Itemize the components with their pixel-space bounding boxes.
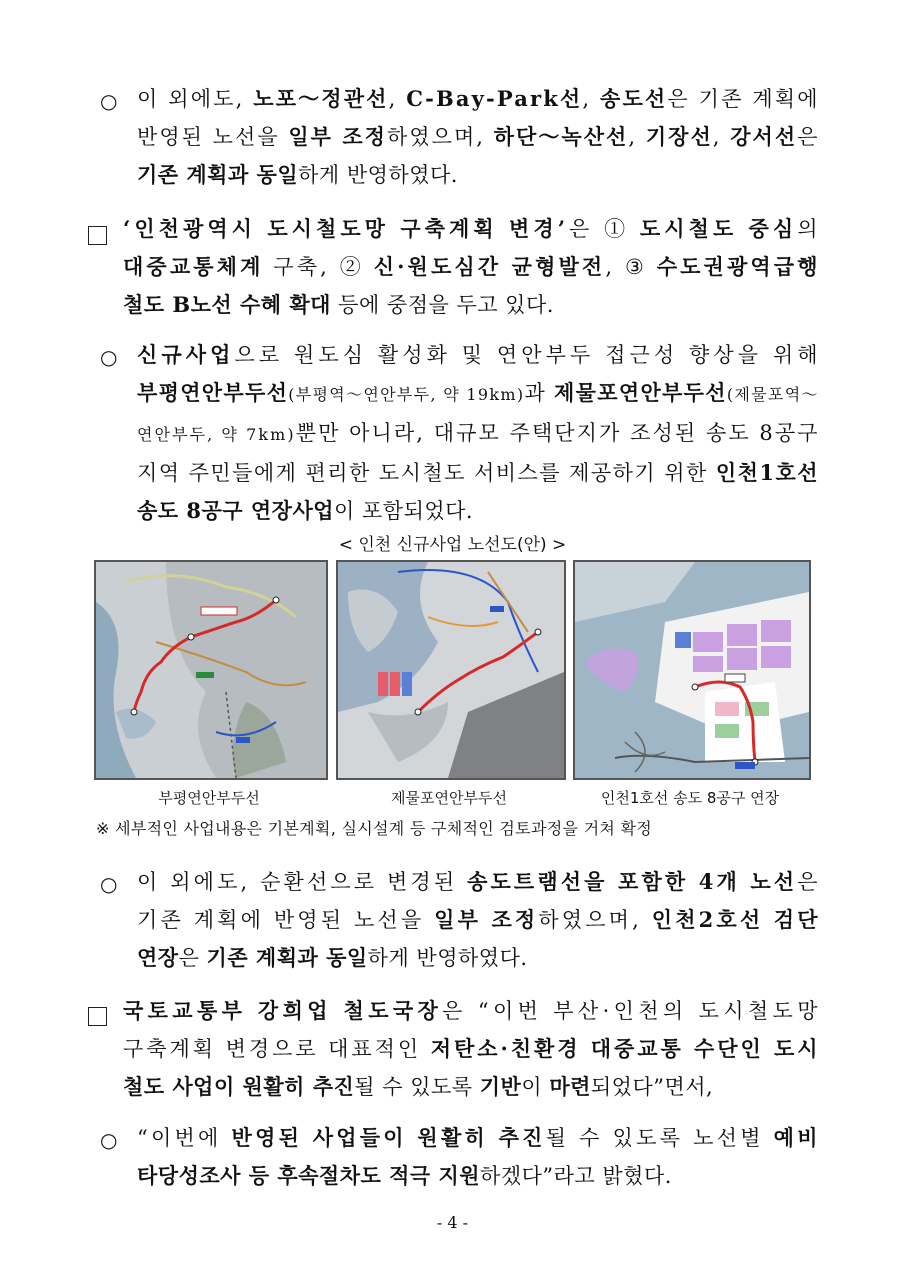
- bold-text-run: 제물포연안부두선: [554, 380, 727, 405]
- checkbox-square-bullet: [88, 226, 107, 245]
- bullet-circle: ○: [100, 1128, 118, 1152]
- text-run: 구축, ②: [263, 255, 374, 279]
- text-run: 은: [178, 946, 207, 970]
- text-run: 의: [797, 217, 822, 241]
- bold-text-run: 강서선: [730, 124, 798, 149]
- text-line: [123, 992, 822, 1030]
- bold-text-run: 기존 계획과 동일: [137, 162, 299, 187]
- paragraph-quote: [137, 1119, 821, 1195]
- text-run: 뿐만 아니라, 대규모 주택단지가 조성된 송도 8공구: [295, 421, 820, 445]
- text-line: [137, 1119, 821, 1157]
- text-run: 은: [797, 870, 821, 894]
- text-line: [123, 286, 822, 324]
- text-run: 은 “이번 부산·인천의 도시철도망: [442, 999, 822, 1023]
- checkbox-square-bullet: [88, 1007, 107, 1026]
- text-run: 이: [521, 1075, 550, 1099]
- paragraph-minister: [123, 992, 822, 1106]
- text-run: ,: [712, 125, 731, 149]
- text-line: [137, 863, 821, 901]
- text-line: [137, 118, 820, 156]
- map-label: 인천1호선 송도 8공구 연장: [600, 789, 780, 807]
- bold-text-run: 송도 8공구 연장사업: [137, 498, 335, 523]
- text-run: 구축계획 변경으로 대표적인: [123, 1037, 431, 1061]
- text-run: 이 포함되었다.: [334, 499, 474, 523]
- bold-text-run: 신·원도심간 균형발전: [373, 254, 606, 279]
- text-line: [137, 414, 822, 454]
- bold-text-run: 반영된 사업들이 원활히 추진: [231, 1125, 546, 1150]
- paragraph-busan-other: [137, 80, 820, 194]
- bold-text-run: 노포～정관선: [253, 86, 389, 111]
- text-run: 지역 주민들에게 편리한 도시철도 서비스를 제공하기 위한: [137, 461, 716, 485]
- text-line: [137, 1157, 821, 1195]
- text-line: [137, 156, 820, 194]
- text-run: ,: [582, 87, 601, 111]
- map-jemulpo-line: [336, 560, 566, 780]
- bold-text-run: 연장: [137, 945, 179, 970]
- text-line: [123, 1030, 822, 1068]
- map-jemulpo-image: [338, 562, 564, 778]
- text-run: 반영된 노선을: [137, 125, 289, 149]
- text-run: 이 외에도,: [137, 87, 254, 111]
- bold-text-run: 인천1호선: [715, 460, 819, 485]
- bold-text-run: 부평연안부두선: [137, 380, 289, 405]
- text-run: 연안부두, 약 7km): [137, 425, 296, 444]
- text-line: [123, 210, 822, 248]
- bold-text-run: 저탄소·친환경 대중교통 수단인 도시: [430, 1036, 821, 1061]
- bullet-circle: ○: [100, 345, 118, 369]
- text-run: 하게 반영하였다.: [367, 946, 528, 970]
- text-run: 하였으며,: [538, 908, 652, 932]
- bold-text-run: 도시철도 중심: [639, 216, 798, 241]
- text-line: [137, 374, 822, 414]
- map-songdo-image: [575, 562, 809, 778]
- bullet-circle: ○: [100, 89, 118, 113]
- text-line: [137, 939, 821, 977]
- map-bupyeong-line: [94, 560, 328, 780]
- bold-text-run: 신규사업: [137, 342, 235, 367]
- bold-text-run: 기장선: [645, 124, 713, 149]
- text-run: 은 ①: [569, 217, 640, 241]
- text-run: ,: [628, 125, 646, 149]
- text-run: 으로 원도심 활성화 및 연안부두 접근성 향상을 위해: [234, 343, 822, 367]
- bullet-circle: ○: [100, 872, 118, 896]
- bold-text-run: 대중교통체계: [123, 254, 264, 279]
- bold-text-run: 철도 B노선 수혜 확대: [123, 292, 331, 317]
- bold-text-run: 기반: [479, 1074, 522, 1099]
- page-number: - 4 -: [436, 1213, 469, 1232]
- text-run: 될 수 있도록: [354, 1075, 480, 1099]
- text-run: 될 수 있도록 노선별: [545, 1126, 774, 1150]
- bold-text-run: 일부 조정: [288, 124, 387, 149]
- text-run: 되었다”면서,: [590, 1075, 714, 1099]
- text-line: [137, 454, 822, 492]
- map-label: 제물포연안부두선: [391, 789, 507, 807]
- bold-text-run: 하단～녹산선: [493, 124, 629, 149]
- text-run: 등에 중점을 두고 있다.: [330, 293, 554, 317]
- paragraph-incheon-change: [123, 210, 822, 324]
- map-bupyeong-image: [96, 562, 326, 778]
- figure-note: ※ 세부적인 사업내용은 기본계획, 실시설계 등 구체적인 검토과정을 거쳐 확정: [96, 819, 653, 838]
- bold-text-run: 수도권광역급행: [656, 254, 821, 279]
- bold-text-run: ‘인천광역시 도시철도망 구축계획 변경’: [123, 216, 570, 241]
- bold-text-run: 마련: [549, 1074, 591, 1099]
- bold-text-run: 국토교통부 강희업 철도국장: [123, 998, 443, 1023]
- text-line: [123, 1068, 822, 1106]
- bold-text-run: 철도 사업이 원활히 추진: [123, 1074, 355, 1099]
- text-run: 기존 계획에 반영된 노선을: [137, 908, 435, 932]
- bold-text-run: C-Bay-Park선: [406, 86, 583, 111]
- text-line: [137, 901, 821, 939]
- text-run: 하겠다”라고 밝혔다.: [480, 1164, 672, 1188]
- bold-text-run: 송도선: [600, 86, 668, 111]
- paragraph-new-projects: [137, 336, 822, 530]
- map-songdo-extension: [573, 560, 811, 780]
- paragraph-incheon-other: [137, 863, 821, 977]
- map-label: 부평연안부두선: [158, 789, 260, 807]
- text-run: 은 기존 계획에: [667, 87, 820, 111]
- text-run: 은: [797, 125, 820, 149]
- text-line: [137, 336, 822, 374]
- bold-text-run: 인천2호선 검단: [651, 907, 821, 932]
- text-run: 하였으며,: [387, 125, 494, 149]
- text-run: (제물포역～: [726, 385, 819, 404]
- bold-text-run: 기존 계획과 동일: [206, 945, 368, 970]
- text-line: [137, 492, 822, 530]
- bold-text-run: 일부 조정: [434, 907, 539, 932]
- bold-text-run: 타당성조사 등 후속절차도 적극 지원: [137, 1163, 481, 1188]
- text-run: , ③: [605, 255, 657, 279]
- bold-text-run: 송도트램선을 포함한 4개 노선: [467, 869, 798, 894]
- text-run: 과: [524, 381, 555, 405]
- text-run: ,: [388, 87, 407, 111]
- text-line: [137, 80, 820, 118]
- text-run: (부평역～연안부두, 약 19km): [288, 385, 525, 404]
- text-run: “이번에: [137, 1126, 232, 1150]
- text-run: 이 외에도, 순환선으로 변경된: [137, 870, 468, 894]
- text-line: [123, 248, 822, 286]
- bold-text-run: 예비: [773, 1125, 821, 1150]
- text-run: 하게 반영하였다.: [298, 163, 458, 187]
- figure-title: < 인천 신규사업 노선도(안) >: [338, 535, 567, 555]
